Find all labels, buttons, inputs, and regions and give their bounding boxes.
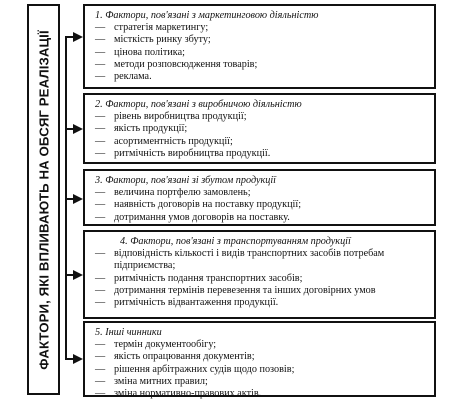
other-factor-item: — зміна нормативно-правових актів. <box>95 388 426 400</box>
main-factors-box <box>27 4 60 395</box>
arrow-head-group-4 <box>73 270 83 280</box>
arrow-head-group-5 <box>73 354 83 364</box>
production-factor-item: — ритмічність виробництва продукції. <box>95 148 426 160</box>
marketing-factor-item: — стратегія маркетингу; <box>95 22 426 34</box>
transport-factor-item: — дотримання термінів перевезення та інших договірних умов <box>95 285 426 297</box>
sales-factor-item: — величина портфелю замовлень; <box>95 187 426 199</box>
marketing-factors-box <box>83 4 436 89</box>
marketing-factor-item: — методи розповсюдження товарів; <box>95 59 426 71</box>
transport-factors-box <box>83 230 436 319</box>
marketing-factor-item: — цінова політика; <box>95 47 426 59</box>
sales-factors-list <box>95 187 426 224</box>
other-factor-item: — якість опрацювання документів; <box>95 351 426 363</box>
transport-factor-item: — ритмічність подання транспортних засобів; <box>95 273 426 285</box>
sales-factors-title: 3. Фактори, пов'язані зі збутом продукції <box>95 175 277 186</box>
marketing-factors-title: 1. Фактори, пов'язані з маркетинговою діяльністю <box>95 10 319 21</box>
transport-factors-list <box>95 248 426 309</box>
transport-factor-item: — ритмічність відвантаження продукції. <box>95 297 426 309</box>
production-factor-item: — асортиментність продукції; <box>95 136 426 148</box>
sales-factors-box <box>83 169 436 226</box>
arrow-head-group-2 <box>73 124 83 134</box>
other-factor-item: — термін документообігу; <box>95 339 426 351</box>
other-factors-title: 5. Інші чинники <box>95 327 162 338</box>
production-factors-list <box>95 111 426 160</box>
marketing-factor-item: — місткість ринку збуту; <box>95 34 426 46</box>
other-factors-list <box>95 339 426 400</box>
transport-factor-item: — відповідність кількості і видів транспортних засобів потребам підприємства; <box>95 248 419 272</box>
production-factor-item: — рівень виробництва продукції; <box>95 111 426 123</box>
other-factors-box <box>83 321 436 400</box>
arrow-head-group-3 <box>73 194 83 204</box>
production-factor-item: — якість продукції; <box>95 123 426 135</box>
arrow-head-group-1 <box>73 32 83 42</box>
production-factors-title: 2. Фактори, пов'язані з виробничою діяльністю <box>95 99 302 110</box>
main-factors-label: ФАКТОРИ, ЯКІ ВПЛИВАЮТЬ НА ОБСЯГ РЕАЛІЗАЦІЇ <box>36 29 51 370</box>
other-factor-item: — рішення арбітражних судів щодо позовів; <box>95 364 426 376</box>
sales-factor-item: — наявність договорів на поставку продукції; <box>95 199 426 211</box>
marketing-factors-list <box>95 22 426 83</box>
marketing-factor-item: — реклама. <box>95 71 426 83</box>
transport-factors-title: 4. Фактори, пов'язані з транспортуванням продукції <box>120 236 351 247</box>
sales-factor-item: — дотримання умов договорів на поставку. <box>95 212 426 224</box>
other-factor-item: — зміна митних правил; <box>95 376 426 388</box>
production-factors-box <box>83 93 436 164</box>
